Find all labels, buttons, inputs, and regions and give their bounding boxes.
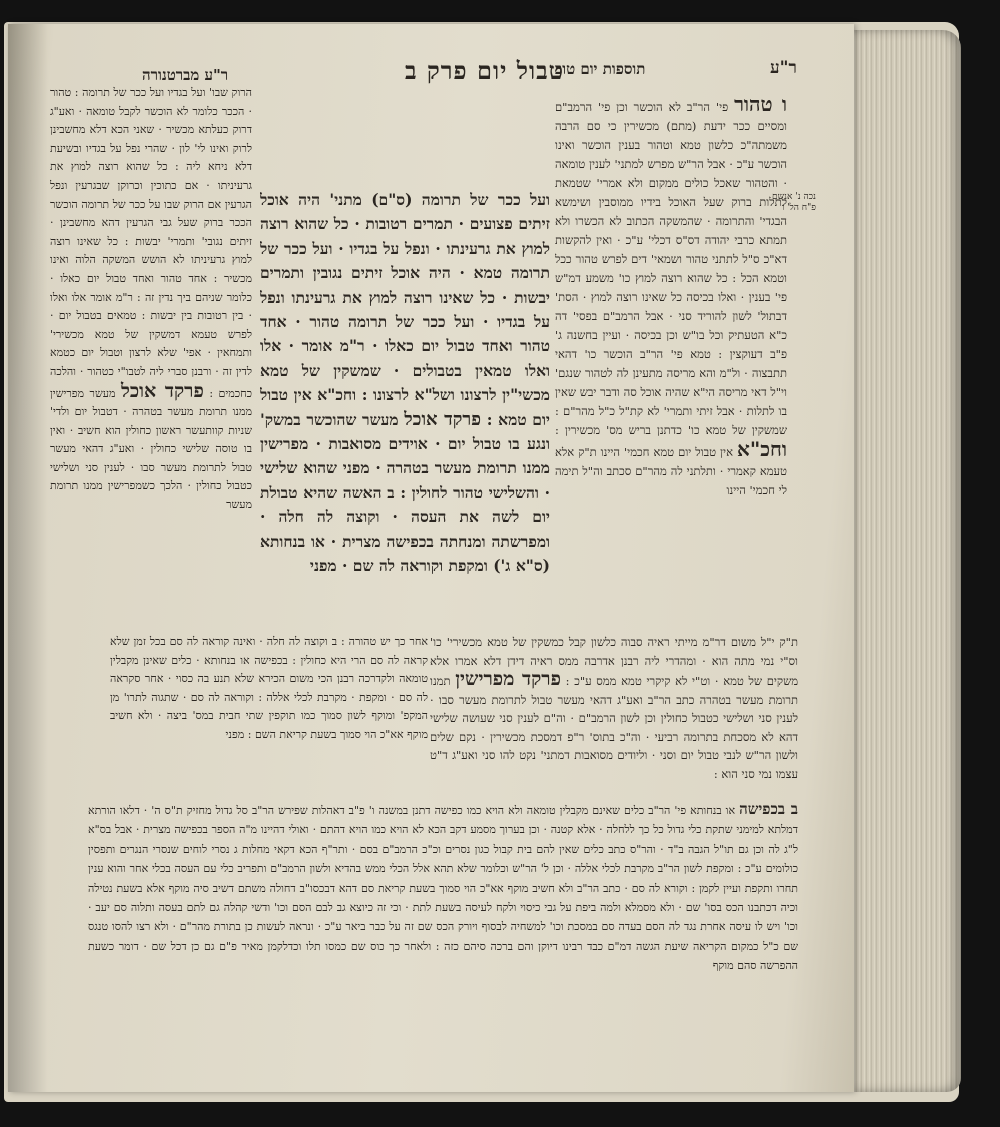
bartenura-lower-column (110, 633, 428, 803)
tosafot-text-2: אין טבול יום טמא חכמי' היינו ת"ק אלא טעמא קאמרי · ותלתני לה מהר"ם סכתב וה"ל תימה לי חכמי' היינו (555, 445, 787, 497)
tosafot-lead-2: וחכ"א (737, 437, 787, 461)
bartenura-chapter-text: מעשר מפרישין ממנו תרומת מעשר בטהרה · דטבול יום ולדי' שניות קוותעשר ראשון כחולין הוא חשיב · ואין בו טוסה שלישי כחולין · ואע"ג דהאי מעשר טבול לתרומת מעשר סבו · לענין סני ושלישי כטבול כחולין · הלכך כשמפרישין ממנו תרומת מעשר (50, 386, 252, 512)
bartenura-chapter-heading: פרקד אוכל (120, 379, 204, 402)
header-title: טבול יום פרק ב (405, 56, 565, 85)
folio-number: ר"ע (770, 58, 797, 78)
header-bartenura: ר"ע מברטנורה (142, 66, 229, 84)
page-edges (843, 30, 961, 1092)
mishnah-intro: ועל ככר של תרומה (ס"ם) מתני' היה אוכל (260, 190, 550, 209)
mishnah-text: זיתים פצועים · תמרים רטובות · כל שהוא רוצה למוץ את גרעינתו · ונפל על בגדיו · ועל ככר של תרומה טמא · היה אוכל זיתים נגובין ותמרים יבשות · כל שאינו רוצה למוץ את גרעינתו ונפל על בגדיו · ועל ככר של תרומה טהור · אחד טהור ואחד טבול יום כאלו · ר"מ אומר · אלו ואלו טמאין בטבולים · שמשקין של טמא מכשי"ין לרצונו ושל"א לרצונו : (260, 214, 550, 405)
bartenura-lower-text: אחר כך יש טהורה : ב וקוצה לה חלה · ואינה קוראה לה סם בכל זמן שלא קראה לה סם הרי היא כחולין : בכפישה או בנחותא · כלים שאינן מקבלין טומאה ולקדרכה רבנן הכי משום הכירא שלא תנע בה כסוי · אחר סקראה לה סם · ומקפת · מקרבת לכלי אללה : וקוראה לה סם · שתגוה לתרו' מן המקפ' ומוקף לשון סמוך כמו תוקפין שתי חבית במס' ביצה · ולא חשיב מוקף אא"כ הוי סמוך בשעת קריאת השם : מפני (110, 635, 428, 741)
tosafot-chapter-heading: פרקד מפרישין (455, 668, 561, 690)
mishnah-closing: וחכ"א אין טבול יום טמא : (260, 385, 550, 429)
tosafot-column (555, 95, 787, 635)
tosafot-lower-text-2: תמנו תרומת מעשר בטהרה כתב הר"ב ואע"ג דהאי מעשר טבול לתרומת מעשר סבו · לענין סני ושלישי כטבול כחולין וכן לשון הרמב"ם · וה"ם לענין סני שעושה שלישי דהא לא מסכחת בתרומה רביעי · וה"כ בתוס' ר"פ דמסכת מכשירין · נקם שלים ולשון הר"ש לנבי טבול יום וסני · וליודים מסואבות דמתני' נקט להו סני ואע"ג ד"ט עצמו נמי סני הוא : (430, 674, 798, 781)
mishnah-chapter-text: מעשר שהוכשר במשק' ונגע בו טבול יום · אוידים מסואבות · מפרישין ממנו תרומת מעשר בטהרה · מפני שהוא שלישי · והשלישי טהור לחולין : ב האשה שהיא טבולת יום לשה את העסה · וקוצה לה חלה · ומפרשתה ומנחתה בכפישה מצרית · או בנחותא (ס"א ג') ומקפת וקוראה לה שם · מפני (260, 409, 550, 576)
tosafot-lead: ו טהור (734, 95, 787, 116)
bottom-text: או בנחותא פי' הר"ב כלים שאינם מקבלין טומאה ולא הויא כמו כפישה דתנן במשנה ו' פ"ב דאהלות שפירש הר"ב סל גדול מחזיק ת"ס ה' · דלאו הורתא דמלתא למימני שתקת כלי גדול כל כך ללחלה · אלא קטנה · וכן בערוך מסמע דקב הכא לא הויא כמו הויא דהתם · ואולי דהיינו מ"ה הספר בכפישה מצרית · אבל בס"א ל"ג לה וכן גם תו"ל הגבה ב"ד · והר"ס כתב כלים שאין להם בית קבול כגון נסרים וכ"כ הרמב"ם בסם · ותר"ף הכא דקאי מחלות ג נסרי לוחים שנסרי הנגרים ותפסין כולומים ע"כ : ומקפת לשון הר"ב מקרבת לכלי אללה · וכן ל' הר"ש וכלומר שלא תהא אלל הכלי ממש בהדיא ולשון הרמב"ם ותפריב כלי עם העסה בכלי אחר והוא ענין תחרו ותקפת ועיין לקמן : וקורא לה סם · כתב הר"ב ולא חשיב מוקף אא"כ הוי סמוך בשעת קריאת סם דהא דבכסו"ב דחולה משתם דשיב סיה מוקף אלא בשעת נטילה וכיה דכתבנו הכס בסו' שם · ולא מסמלא ולמה ביפת על גבי כיסוי ולקח לעיסה בשעת לתת · וכי זה כיוצא גב לבם הסם וכו' ודשי קהלה גם לתם בעסה ותלוה סם יעב · וכו' ויש לו עיסה אחרת נגד לה הסם בעדה סם במסכת וכו' למשחיה לבסוף ויורק הכס שם זה על כבר ביאר ע"כ · ונראה לעשות כן בתורת מהר"ם · ולא רצו להסו טנגס שם כ"ל כמקום הקריאה שיעת הגשה דמ"ם כבד רבינו דיוקן והם ברכה סיהם כזה : ולאחר כך כוס שם כמסו תלו וכדלקמן מאיר פ"ם גם כן דכל שם · דומר כשעת ההפרשה סהם מוקף (88, 804, 798, 973)
mishnah-column (260, 188, 550, 616)
tosafot-text: פי' הר"ב לא הוכשר וכן פי' הרמב"ם ומסיים ככר ידעת (מתם) מכשירין כי סם הרבה משמתה"כ כלשון טמא וטהור בענין הוכשר ואינו הוכשר ע"כ · אבל הר"ש מפרש למתני' לענין טומאה · והטהור שאכל כולים ממקום ולא אמרי' שטמאת לתלות ברוק שעל האוכל בידיו ממוסבין ושימשא הבגדי' והתרומה · שהמשקה הכתוב לא הכשרו ולא תמתא כרבי יהודה דס"ס דכלי' ע"כ · ואין להקשות דא"כ ס"ל לתתני טהור ושמאי' דים לפרש טהור ככל וטמא הכל : כל שהוא רוצה למוץ כו' משמע דמ"ש פי' בענין · ואלו בכיסה כל שאינו רוצה למוץ · הסת' דבתול' לשון להוריד סני · אבל הרמב"ם בפסי' דה כ"א הטעתיק וכל בו"ש וכן בכיסה · ועיין בחשנה ג' פ"ב דעוקצין : טמא פי' הר"ב הוכשר כו' דהאי תתבצוה · ול"מ והא מריסה מתעינן לה לטהור שנגם' וי"ל דאי מריסה הי"א שהיה אוכל סה ודבר יבש שאין בו לתלות · אבל זיתי ותמרי' לא קת"ל כ"ל מהר"ם : שמשקין של טמא כו' כדתנן בריש מס' מכשירין : (555, 100, 787, 437)
gutter-shadow (8, 24, 48, 1092)
bottom-commentary (88, 800, 798, 1015)
bartenura-text: הרוק שבו' ועל בגדיו ועל ככר של תרומה : טהור · הככר כלומר לא הוכשר לקבל טומאה · ואע"ג דרוק כעלתא מכשיר · שאני הכא דלא מחשבינן לרוק ואינו לי' לון · שהרי נפל על בגדיו ובשיעת דלא ניחא ליה : כל שהוא רוצה למוץ את גרעיניתו · אם כתוכין וכרוקן שבגרעין ונפל הגרעין אם הרוק שבו על ככר של תרומה הוכשר הככר ברוק שעל גבי הגרעין דהא מחשבינן · זיתים נגובי' ותמרי' יבשות : כל שאינו רוצה למוץ גרעיניתו לא הושש המשקה הלוה ואינו מכשיר : אחד טהור ואחד טבול יום כאלו · כלומר שניהם ביך נדין זה : ר"מ אומר אלו ואלו · בין רטובות בין יבשות : טמאים בטבול יום · לפרש טעמא דמשקין של טמא מכשירי' ותמחאין · אפי' שלא לרצון וטבול יום כטמא לדין זה · ורבנן סברי ליה לטבו"י כטהור · והלכה כחכמים : (50, 86, 252, 400)
tosafot-lower-column (430, 633, 798, 803)
mishnah-chapter-heading: פרקד אוכל (404, 408, 482, 430)
tosafot-lower-text: ת"ק י"ל משום דר"מ מייתי ראיה סבוה כלשון קבל כמשקין של טמא מכשירי' כו' וס"י נמי מתה הוא · ומהדרי ליה רבנן אדרבה ממס ראיה דידן דלא אמרו אלא משקים של טמא · וט"י לא קיקרי טמא ממס ע"כ : (430, 635, 798, 688)
bottom-lead: ב בכפישה (739, 800, 798, 818)
header-tosafot: תוספות יום טוב (555, 60, 646, 78)
margin-note: נכה נ' אנשם פ"ח הל' ו (772, 192, 816, 213)
